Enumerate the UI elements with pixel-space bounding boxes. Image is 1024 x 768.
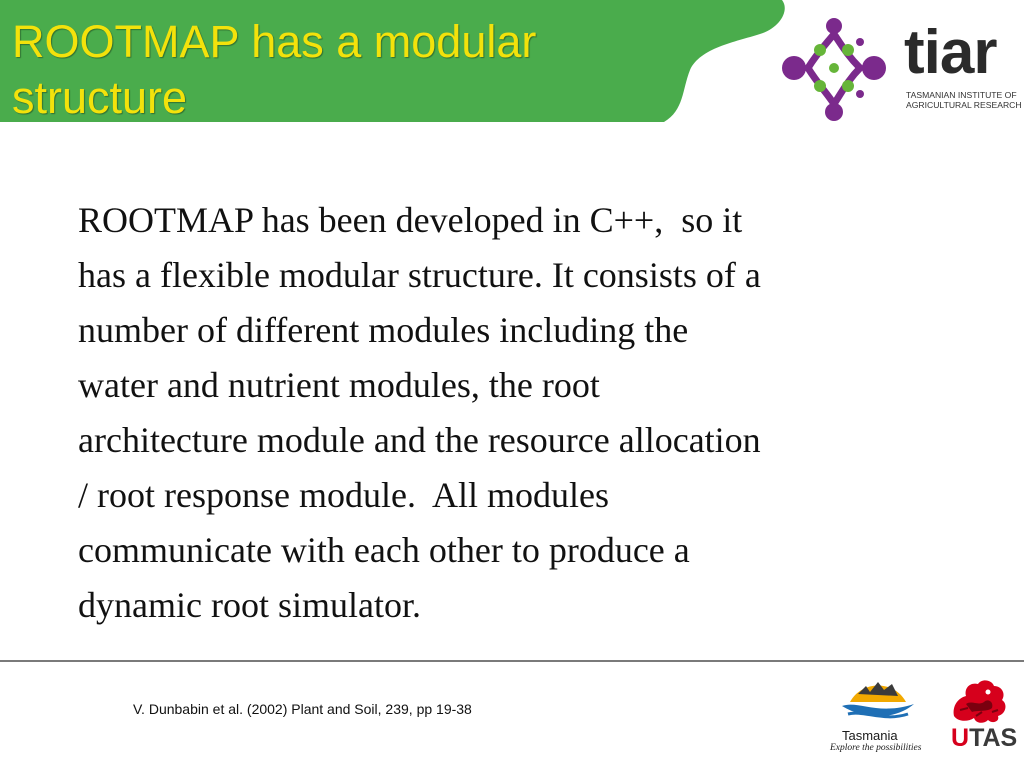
tasmania-tagline: Explore the possibilities bbox=[830, 743, 922, 753]
utas-lion-crest-icon bbox=[948, 676, 1010, 726]
citation: V. Dunbabin et al. (2002) Plant and Soil, 239, pp 19-38 bbox=[133, 701, 472, 717]
tiar-subtitle-line-1: TASMANIAN INSTITUTE OF bbox=[906, 90, 1017, 100]
utas-letters-tas: TAS bbox=[969, 724, 1018, 752]
slide-body-text: ROOTMAP has been developed in C++, so it has a flexible modular structure. It consists of a number of different modules including the water and nutrient modules, the root architecture module and the resource allocation / root response module. All modules communicate with each other to produce a dynamic root simulator. bbox=[78, 200, 761, 625]
footer-divider bbox=[0, 660, 1024, 662]
utas-wordmark bbox=[951, 724, 1017, 752]
slide-title: ROOTMAP has a modular structure bbox=[12, 16, 537, 123]
tiar-logo-icon bbox=[778, 12, 896, 124]
tiar-subtitle-line-2: AGRICULTURAL RESEARCH bbox=[906, 100, 1022, 110]
tasmania-logo-icon bbox=[828, 672, 928, 728]
tasmania-wordmark: Tasmania bbox=[842, 728, 898, 743]
utas-letter-u: U bbox=[951, 724, 970, 752]
tiar-wordmark: tiar bbox=[904, 18, 997, 87]
